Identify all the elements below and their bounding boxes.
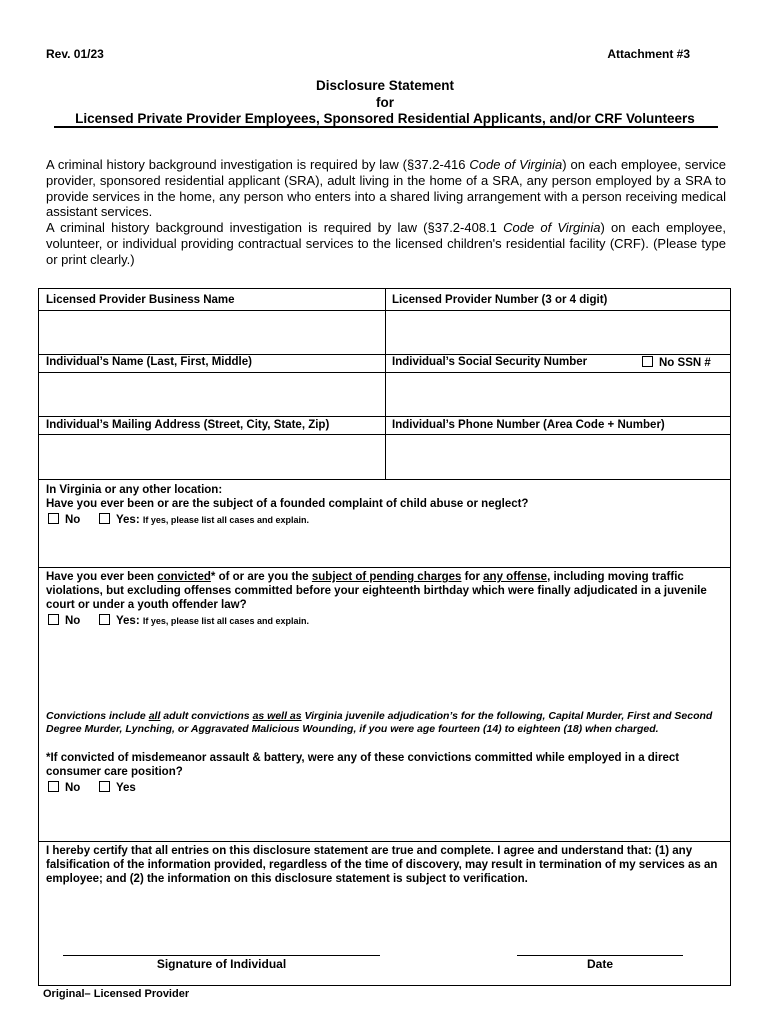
q3-no-option	[48, 781, 80, 794]
q2-yes-option	[99, 614, 309, 627]
disclosure-form	[38, 288, 731, 986]
individual-name-label: Individual’s Name (Last, First, Middle)	[46, 356, 252, 368]
note-text-2: adult convictions	[160, 710, 253, 722]
intro-paragraph-2	[46, 220, 726, 267]
attachment-label: Attachment #3	[607, 47, 690, 61]
signature-line[interactable]	[63, 955, 380, 956]
divider	[39, 567, 730, 568]
q2-hint: If yes, please list all cases and explain.	[142, 616, 309, 626]
intro-p1-text: A criminal history background investigation is required by law (§37.2-416	[46, 157, 470, 172]
individual-name-field[interactable]	[39, 373, 385, 416]
provider-number-label: Licensed Provider Number (3 or 4 digit)	[392, 294, 608, 306]
date-line[interactable]	[517, 955, 683, 956]
signature-label: Signature of Individual	[156, 957, 287, 971]
q3-yes-checkbox[interactable]	[99, 781, 110, 792]
q3-yes-option	[99, 781, 136, 794]
q3-question: *If convicted of misdemeanor assault & battery, were any of these convictions committed while employed in a direct consumer care position?	[46, 752, 680, 778]
footer-text: Original– Licensed Provider	[43, 988, 190, 1000]
business-name-label: Licensed Provider Business Name	[46, 294, 235, 306]
q1-location: In Virginia or any other location:	[46, 484, 223, 496]
q3-no-checkbox[interactable]	[48, 781, 59, 792]
intro-p1-rest: ) on each employee, service provider, sponsored residential applicant (SRA), adult living in the home of a SRA, any person employed by a SRA to provide services in the home, any person who enters into a shared living arrangement with a person receiving medical assistant services.	[46, 157, 726, 220]
q1-yes-label: Yes:	[116, 514, 140, 526]
q2-no-label: No	[65, 615, 81, 627]
q2-no-checkbox[interactable]	[48, 614, 59, 625]
q3-yes-label: Yes	[116, 782, 136, 794]
q1-question: Have you ever been or are the subject of a founded complaint of child abuse or neglect?	[46, 498, 529, 510]
q1-hint: If yes, please list all cases and explain.	[142, 515, 309, 525]
q1-no-option	[48, 513, 80, 526]
q2-any-offense: any offense	[483, 571, 548, 583]
provider-number-field[interactable]	[386, 311, 732, 354]
q2-yes-label: Yes:	[116, 615, 140, 627]
convictions-note	[46, 710, 726, 736]
q2-question	[46, 570, 726, 612]
q2-text-3: for	[461, 571, 484, 583]
intro-text	[46, 157, 726, 268]
note-text-3: Virginia juvenile adjudication’s for the following, Capital Murder, First and Second Degree Murder, Lynching, or Aggravated Malicious Wounding, if you were age fourteen (14) to eighteen (18) when charged.	[46, 710, 713, 735]
q2-explanation-field[interactable]	[39, 630, 732, 706]
divider	[39, 841, 730, 842]
revision-label: Rev. 01/23	[46, 47, 104, 61]
no-ssn-label: No SSN #	[659, 357, 711, 369]
q2-text-1: Have you ever been	[46, 571, 158, 583]
q3-no-label: No	[65, 782, 81, 794]
q1-yes-option	[99, 513, 309, 526]
intro-p2-code: Code of Virginia	[503, 220, 601, 236]
certification-text: I hereby certify that all entries on this disclosure statement are true and complete. I agree and understand that: (1) any falsification of the information provided, regardless of the time of discovery, may result in termination of my services as an employee; and (2) the information on this disclosure statement is subject to verification.	[46, 845, 718, 885]
phone-label: Individual’s Phone Number (Area Code + Number)	[392, 419, 665, 431]
title-for: for	[376, 95, 394, 110]
intro-p2-text: A criminal history background investigation is required by law (§37.2-408.1	[46, 220, 504, 236]
q1-yes-checkbox[interactable]	[99, 513, 110, 524]
q2-convicted: convicted	[157, 571, 211, 583]
q2-no-option	[48, 614, 80, 627]
no-ssn-checkbox[interactable]	[642, 356, 653, 367]
q1-explanation-field[interactable]	[39, 529, 732, 567]
q2-pending-charges: subject of pending charges	[311, 571, 462, 583]
q2-text-4: , including moving traffic violations, but excluding offenses committed before your eighteenth birthday which were finally adjudicated in a juvenile court or under a youth offender law?	[46, 571, 707, 611]
q2-yes-checkbox[interactable]	[99, 614, 110, 625]
intro-paragraph-1	[46, 157, 726, 220]
column-divider	[385, 289, 386, 479]
ssn-field[interactable]	[386, 373, 732, 416]
no-ssn-option	[642, 356, 711, 369]
business-name-field[interactable]	[39, 311, 385, 354]
note-as-well-as: as well as	[252, 710, 302, 722]
mailing-address-label: Individual’s Mailing Address (Street, City, State, Zip)	[46, 419, 330, 431]
document-title: Disclosure Statement	[315, 78, 455, 93]
title-underline	[54, 126, 718, 128]
q1-no-label: No	[65, 514, 81, 526]
intro-p2-rest: ) on each employee, volunteer, or individual providing contractual services to the licensed children's residential facility (CRF). (Please type or print clearly.)	[46, 220, 726, 267]
note-text-1: Convictions include	[46, 710, 149, 722]
q1-no-checkbox[interactable]	[48, 513, 59, 524]
intro-p1-code: Code of Virginia	[469, 157, 563, 172]
divider	[39, 479, 730, 480]
q2-text-2: * of or are you the	[210, 571, 312, 583]
date-label: Date	[586, 957, 613, 971]
ssn-label: Individual’s Social Security Number	[392, 356, 588, 368]
mailing-address-field[interactable]	[39, 435, 385, 479]
document-subtitle: Licensed Private Provider Employees, Sponsored Residential Applicants, and/or CRF Volunteers	[75, 111, 695, 126]
phone-field[interactable]	[386, 435, 732, 479]
note-all: all	[148, 710, 161, 722]
